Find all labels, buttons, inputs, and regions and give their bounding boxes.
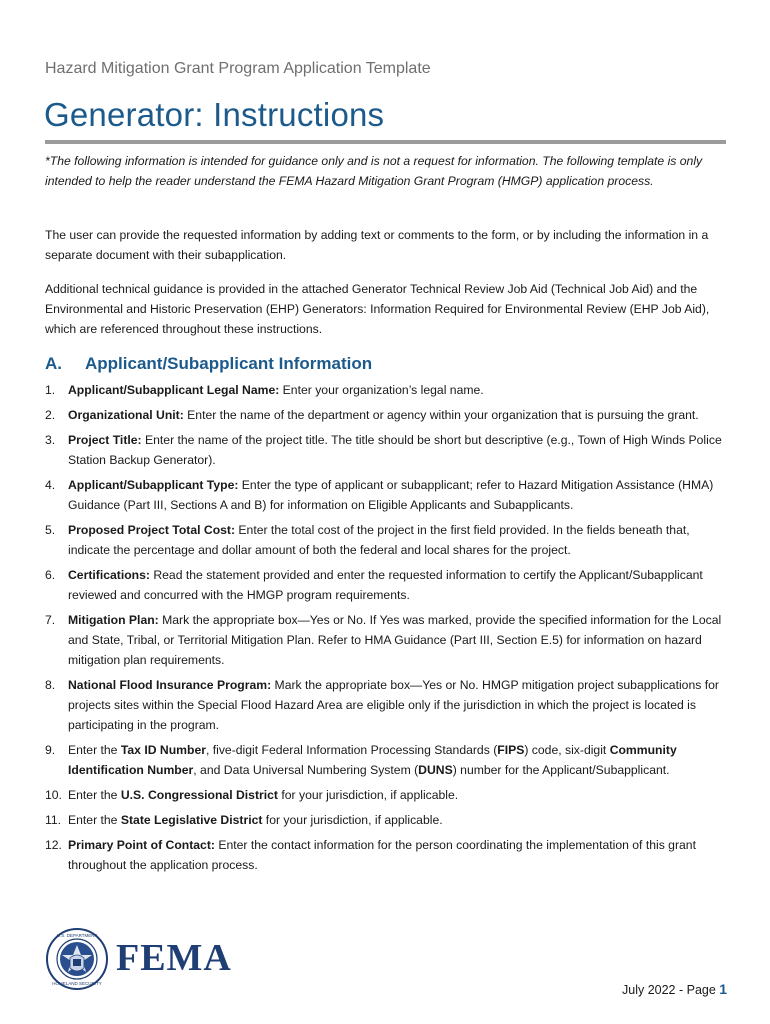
section-heading: [45, 354, 372, 374]
intro-paragraph-1: The user can provide the requested information by adding text or comments to the form, or by including the information in a separate document with their subapplication.: [45, 228, 709, 262]
page-title: Generator: Instructions: [44, 96, 385, 133]
list-item: 1. Applicant/Subapplicant Legal Name: Enter your organization’s legal name.: [45, 383, 484, 397]
list-item: 10. Enter the U.S. Congressional District for your jurisdiction, if applicable.: [45, 788, 459, 802]
footer-date: July 2022 - Page: [622, 983, 720, 997]
document-subtitle: Hazard Mitigation Grant Program Application Template: [45, 60, 431, 77]
item-label: Certifications:: [68, 568, 150, 582]
page-footer: [622, 981, 727, 997]
list-item: 6. Certifications: Read the statement provided and enter the requested information to certify the Applicant/Subapplicant reviewed and concurred with the HMGP program requirements.: [45, 568, 703, 602]
fema-wordmark: FEMA: [116, 937, 232, 979]
item-label: Mitigation Plan:: [68, 613, 159, 627]
item-label: Project Title:: [68, 433, 142, 447]
item-label: National Flood Insurance Program:: [68, 678, 272, 692]
item-label: Applicant/Subapplicant Type:: [68, 478, 239, 492]
list-item: 9. Enter the Tax ID Number, five-digit Federal Information Processing Standards (FIPS) code, six-digit Community Identification Number, and Data Universal Numbering System (DUNS) number for the Applicant/Subapplicant.: [45, 743, 677, 777]
list-item: 11. Enter the State Legislative District for your jurisdiction, if applicable.: [45, 813, 443, 827]
item-label: State Legislative District: [120, 813, 263, 827]
item-label: Applicant/Subapplicant Legal Name:: [68, 383, 280, 397]
list-item: 5. Proposed Project Total Cost: Enter the total cost of the project in the first field provided. In the fields beneath that, indicate the percentage and dollar amount of both the federal and local shares for the project.: [45, 523, 690, 557]
item-label: Organizational Unit:: [68, 408, 184, 422]
dhs-seal-icon: [46, 928, 108, 990]
list-item: 7. Mitigation Plan: Mark the appropriate box—Yes or No. If Yes was marked, provide the specified information for the Local and State, Tribal, or Territorial Mitigation Plan. Refer to HMA Guidance (Part III, Section E.5) for information on hazard mitigation plan requirements.: [45, 613, 722, 667]
list-item: 8. National Flood Insurance Program: Mark the appropriate box—Yes or No. HMGP mitigation project subapplications for projects sites within the Special Flood Hazard Area are eligible only if the jurisdiction in which the project is located is participating in the program.: [45, 678, 719, 732]
section-title: Applicant/Subapplicant Information: [85, 354, 373, 373]
list-item: 2. Organizational Unit: Enter the name of the department or agency within your organization that is pursuing the grant.: [45, 408, 699, 422]
title-divider: [45, 140, 726, 144]
section-letter: A.: [45, 354, 62, 373]
list-item: 4. Applicant/Subapplicant Type: Enter the type of applicant or subapplicant; refer to Hazard Mitigation Assistance (HMA) Guidance (Part III, Sections A and B) for information on Eligible Applicants and Subapplicants.: [45, 478, 714, 512]
svg-text:HOMELAND SECURITY: HOMELAND SECURITY: [52, 981, 102, 986]
instruction-list: [45, 380, 730, 880]
item-label: Proposed Project Total Cost:: [68, 523, 236, 537]
intro-paragraph-2: Additional technical guidance is provided in the attached Generator Technical Review Job Aid (Technical Job Aid) and the Environmental and Historic Preservation (EHP) Generators: Information Required for Environmental Review (EHP Job Aid), which are referenced throughout these instructions.: [45, 282, 710, 336]
disclaimer-text: *The following information is intended for guidance only and is not a request for information. The following template is only intended to help the reader understand the FEMA Hazard Mitigation Grant Program (HMGP) application process.: [45, 154, 703, 188]
list-item: 3. Project Title: Enter the name of the project title. The title should be short but descriptive (e.g., Town of High Winds Police Station Backup Generator).: [45, 433, 722, 467]
item-label: U.S. Congressional District: [120, 788, 278, 802]
page-number: 1: [719, 981, 728, 997]
svg-text:U.S. DEPARTMENT: U.S. DEPARTMENT: [56, 933, 98, 938]
item-label: Primary Point of Contact:: [68, 838, 215, 852]
list-item: 12. Primary Point of Contact: Enter the contact information for the person coordinating the implementation of this grant throughout the application process.: [45, 838, 696, 872]
